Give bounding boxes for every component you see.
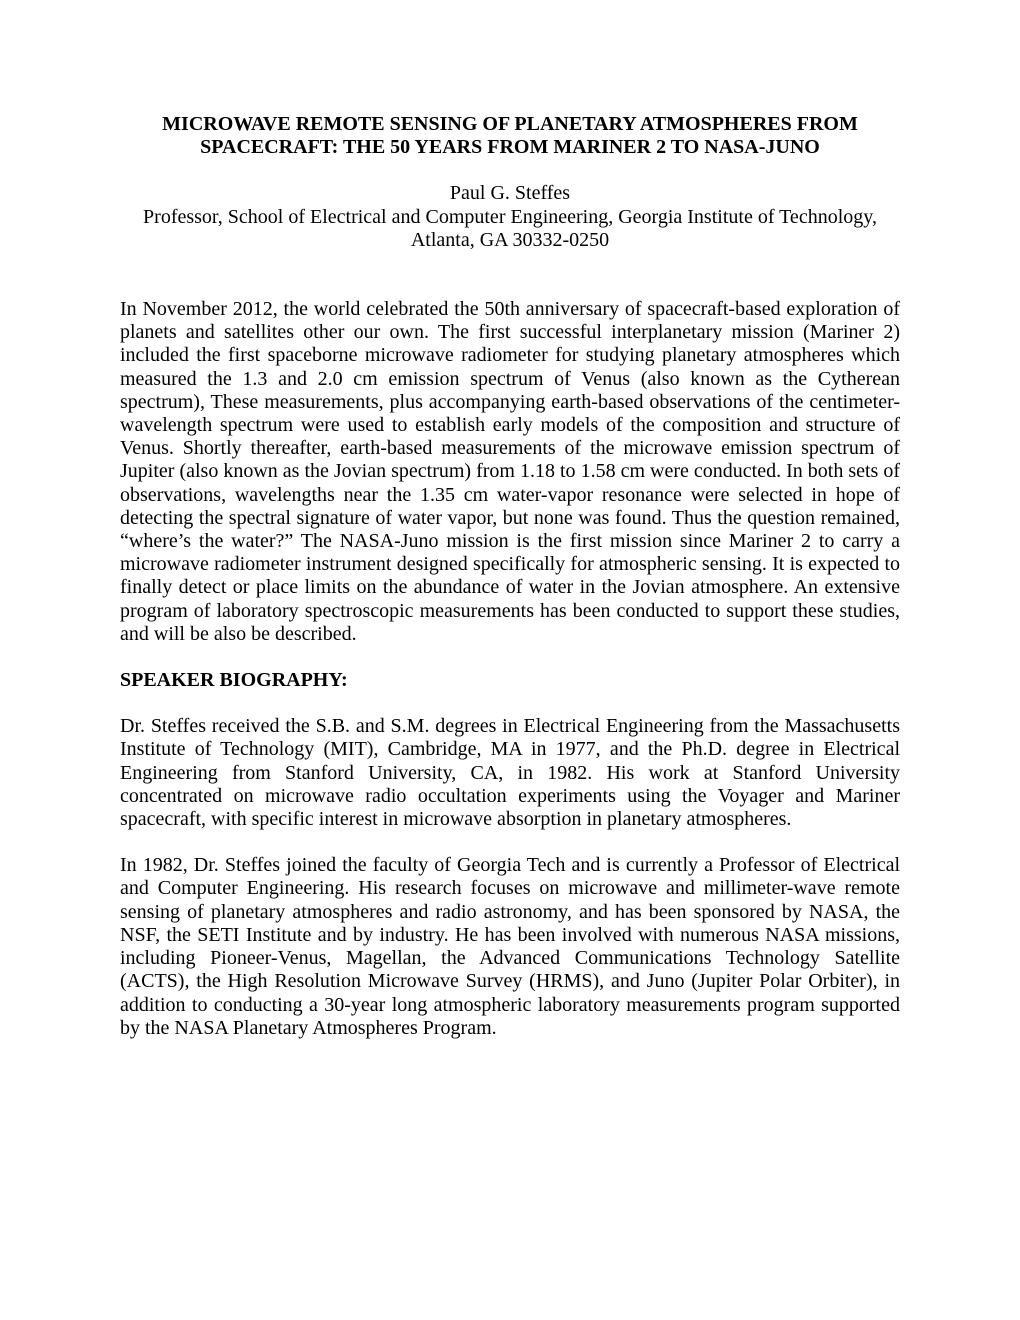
author-block <box>120 182 900 252</box>
bio-paragraph-1: Dr. Steffes received the S.B. and S.M. degrees in Electrical Engineering from the Massachusetts Institute of Technology (MIT), Cambridge, MA in 1977, and the Ph.D. degree in Electrical Engineering from Stanford University, CA, in 1982. His work at Stanford University concentrated on microwave radio occultation experiments using the Voyager and Mariner spacecraft, with specific interest in microwave absorption in planetary atmospheres. <box>120 715 900 831</box>
bio-paragraph-2: In 1982, Dr. Steffes joined the faculty of Georgia Tech and is currently a Professor of Electrical and Computer Engineering. His research focuses on microwave and millimeter-wave remote sensing of planetary atmospheres and radio astronomy, and has been sponsored by NASA, the NSF, the SETI Institute and by industry. He has been involved with numerous NASA missions, including Pioneer-Venus, Magellan, the Advanced Communications Technology Satellite (ACTS), the High Resolution Microwave Survey (HRMS), and Juno (Jupiter Polar Orbiter), in addition to conducting a 30-year long atmospheric laboratory measurements program supported by the NASA Planetary Atmospheres Program. <box>120 854 900 1039</box>
abstract-paragraph: In November 2012, the world celebrated the 50th anniversary of spacecraft-based exploration of planets and satellites other our own. The first successful interplanetary mission (Mariner 2) included the first spaceborne microwave radiometer for studying planetary atmospheres which measured the 1.3 and 2.0 cm emission spectrum of Venus (also known as the Cytherean spectrum), These measurements, plus accompanying earth-based observations of the centimeter-wavelength spectrum were used to establish early models of the composition and structure of Venus. Shortly thereafter, earth-based measurements of the microwave emission spectrum of Jupiter (also known as the Jovian spectrum) from 1.18 to 1.58 cm were conducted. In both sets of observations, wavelengths near the 1.35 cm water-vapor resonance were selected in hope of detecting the spectral signature of water vapor, but none was found. Thus the question remained, “where’s the water?” The NASA-Juno mission is the first mission since Mariner 2 to carry a microwave radiometer instrument designed specifically for atmospheric sensing. It is expected to finally detect or place limits on the abundance of water in the Jovian atmosphere. An extensive program of laboratory spectroscopic measurements has been conducted to support these studies, and will be also be described. <box>120 298 900 645</box>
speaker-biography-heading: SPEAKER BIOGRAPHY: <box>120 669 348 692</box>
document-title-line-2: SPACECRAFT: THE 50 YEARS FROM MARINER 2 TO NASA-JUNO <box>200 136 820 159</box>
author-address: Atlanta, GA 30332-0250 <box>410 228 610 251</box>
document-title-line-1: MICROWAVE REMOTE SENSING OF PLANETARY ATMOSPHERES FROM <box>162 113 858 135</box>
document-title <box>120 113 900 159</box>
author-name: Paul G. Steffes <box>449 182 571 205</box>
author-affiliation: Professor, School of Electrical and Computer Engineering, Georgia Institute of Technology, <box>143 205 877 228</box>
